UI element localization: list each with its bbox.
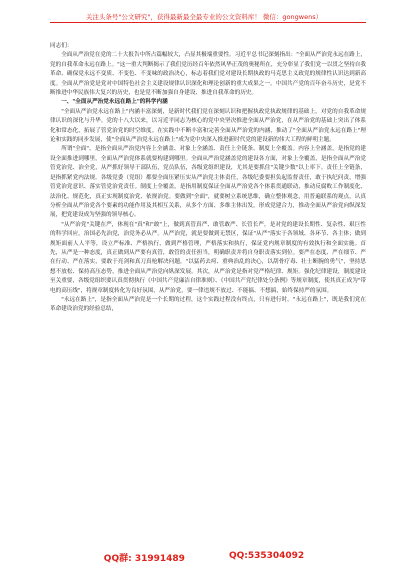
- contact-footer: [0, 551, 408, 564]
- section-paragraph-4: "永远在路上"，是指全面从严治党是一个长期的过程，这个实践过程没有终点，只有进行时。"永远在路上"，既是我们党在革命建设治党的经验总结，: [50, 296, 366, 313]
- document-body: [50, 42, 366, 315]
- qq-contact-label: QQ:535304092: [228, 551, 305, 561]
- promo-banner: 关注头条号"公文研究"，获得最新最全最专业的公文资料库！ 微信：gongwens）: [85, 13, 323, 21]
- section-paragraph-1: "全面从严治党永远在路上"内涵丰富深刻，是新时代我们党在深刻认识和把握执政党执政规律的基础上，对党的自我革命规律认识的深化与升华。党的十八大以来，以习近平同志为核心的党中央坚决推进全面从严治党，在从严治党的基础上突出了体系化和常态化，拓展了管党治党的时空维度。在实践中不断丰富和完善全面从严治党的内涵，推动了"全面从严治党永远在路上"理论和实践的同步发展，使"全面从严治党永远在路上"成为党中央深入推进新时代党的建设新的伟大工程的鲜明主题。: [50, 108, 366, 144]
- qq-group-label: QQ群: 31991489: [103, 554, 185, 564]
- section-paragraph-3: "从严治党"关键在严，体现在"真"和"敢"上，做到真管真严、敢管敢严、长管长严，是对党的建设长期性、复杂性、艰巨性的科学回应。治国必先治党，治党务必从严。从严治党，就是要做到无禁区，保证"从严"落实于各领域、各环节、各主体；做到规矩面前人人平等，设立严标准、严格执行，做到严格管理，严格落实和执行，保证党内规章制度的有效执行和全面实施。首先，从严是一种态度，真正做到从严要有真管，敢管的责任担当，明确职责并将自身职责落实到位。要严在态度、严在细节、严在行动、严在落实，要敢于亮剑和真刀真枪解决问题，"以猛药去疴、重典治乱的决心，以刮骨疗毒、壮士断腕的勇气"，坚持思想不放松、保持高压态势，推进全面从严治党向纵深发展。其次，从严治党是指对党严格纪律、规矩。强化纪律建设，制度建设至关重要，各级党组织要认真贯彻执行《中国共产党廉洁自律准则》、《中国共产党纪律处分条例》等规章制度，使其真正成为"带电的高压线"，将规章制度转化为良好氛围，从严治党，要一律违规不放过、不能搞、不想搞，始终保持严的氛围。: [50, 221, 366, 294]
- section-paragraph-2: 所谓"全面"，是指全面从严治党内容上全涵盖、对象上全涵盖、责任上全链条、制度上全覆盖。内容上全涵盖，是指党的建设全面推进到哪里，全面从严治党体系就要构建到哪里。全面从严治党涵盖党的建设各方面，对象上全覆盖，是指全面从严治党管党治党、治全党，从严抓好领导干部队伍，党员队伍，各级党组织建设，尤其是要抓住"关键少数"以上率下。责任上全链条，是指抓紧党内法规。各级党委（党组）都要全面压紧压实从严治党主体责任，各级纪委要担负起监督责任，敢于执纪问责，增强管党治党意识、落实管党治党责任。制度上全覆盖，是指用制度保证全面从严治党各个体系贯通联动，推动反腐败工作制度化、法治化、规范化，真正实现制度治党、依规治党。要做到"全面"，就要树立系统思维，确立整体观念，用普遍联系的观点，认真分析全面从严治党各个要素的功能作用及其相互关系，从多个方面、多维主体出发，形成党建合力，推动全面从严治党向纵深发展，把党建设成为坚强的领导核心。: [50, 146, 366, 219]
- intro-paragraph: 全面从严治党在党的二十大报告中所占篇幅较大，凸显其极端重要性。习近平总书记深刻指出："全面从严治党永远在路上，党的自我革命永远在路上。"这一重大判断揭示了我们党历经百年依然风华正茂的奥秘所在，充分彰显了我们党一以贯之坚持自我革命、确保党永远不变质、不变色、不变味的政治决心，标志着我们党对建设长期执政的马克思主义政党的规律性认识达到新高度。全面从严治党是党对中国特色社会主义建设规律认识深化和理论创新的重大成果之一。中国共产党的百年奋斗历史，是党不断推进中华民族伟大复兴的历史，也是党不断加强自身建设、推进自我革命的历史。: [50, 52, 366, 97]
- header-rule: [50, 22, 366, 23]
- section-heading: 一、"全面从严治党永远在路上"的科学内涵: [61, 99, 168, 106]
- salutation: 同志们：: [50, 43, 73, 49]
